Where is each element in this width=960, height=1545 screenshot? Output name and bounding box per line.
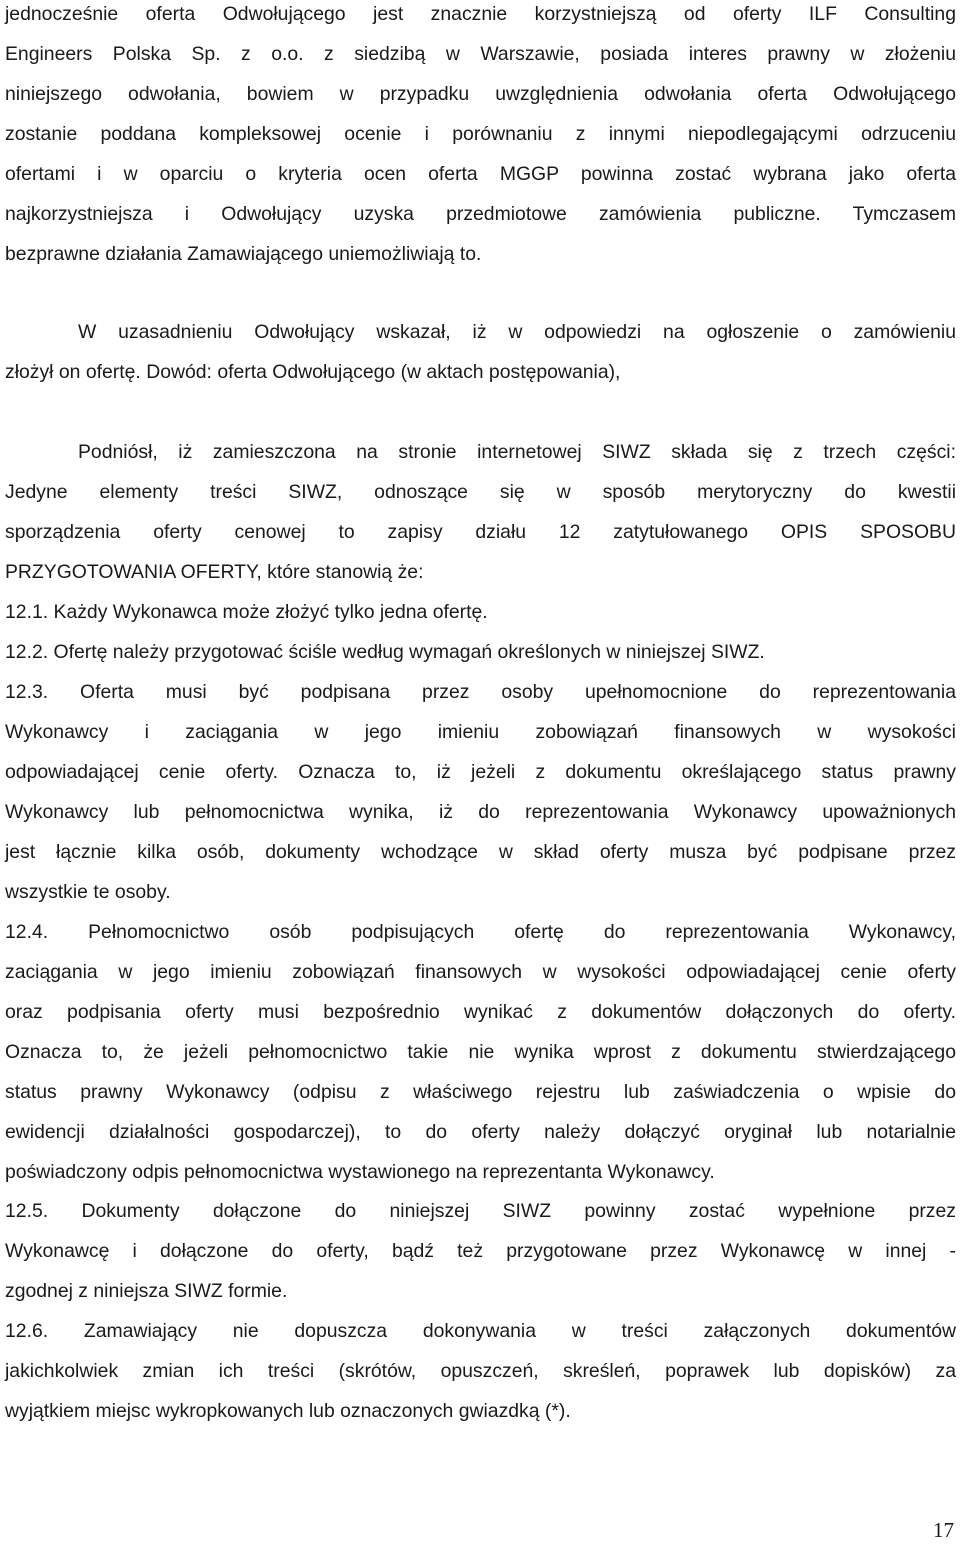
body-text-line: jest łącznie kilka osób, dokumenty wchodzące w skład oferty musza być podpisane przez: [5, 841, 956, 863]
body-text-line: poświadczony odpis pełnomocnictwa wystawionego na reprezentanta Wykonawcy.: [5, 1161, 715, 1183]
body-text-line: Wykonawcy i zaciągania w jego imieniu zobowiązań finansowych w wysokości: [5, 721, 956, 743]
clause-12-4: 12.4. Pełnomocnictwo osób podpisujących ofertę do reprezentowania Wykonawcy,: [5, 921, 956, 943]
paragraph-first-line: W uzasadnieniu Odwołujący wskazał, iż w odpowiedzi na ogłoszenie o zamówieniu: [78, 321, 956, 343]
body-text-line: Jedyne elementy treści SIWZ, odnoszące się w sposób merytoryczny do kwestii: [5, 481, 956, 503]
body-text-line: jednocześnie oferta Odwołującego jest znacznie korzystniejszą od oferty ILF Consulting: [5, 3, 956, 25]
body-text-line: najkorzystniejsza i Odwołujący uzyska przedmiotowe zamówienia publiczne. Tymczasem: [5, 203, 956, 225]
body-text-line: wszystkie te osoby.: [5, 881, 171, 903]
paragraph-first-line: Podniósł, iż zamieszczona na stronie internetowej SIWZ składa się z trzech części:: [78, 441, 956, 463]
clause-12-1: 12.1. Każdy Wykonawca może złożyć tylko jedna ofertę.: [5, 601, 488, 623]
body-text-line: zaciągania w jego imieniu zobowiązań finansowych w wysokości odpowiadającej cenie oferty: [5, 961, 956, 983]
body-text-line: Wykonawcy lub pełnomocnictwa wynika, iż do reprezentowania Wykonawcy upoważnionych: [5, 801, 956, 823]
body-text-line: zostanie poddana kompleksowej ocenie i porównaniu z innymi niepodlegającymi odrzuceniu: [5, 123, 956, 145]
body-text-line: PRZYGOTOWANIA OFERTY, które stanowią że:: [5, 561, 424, 583]
body-text-line: oraz podpisania oferty musi bezpośrednio wynikać z dokumentów dołączonych do oferty.: [5, 1001, 956, 1023]
body-text-line: odpowiadającej cenie oferty. Oznacza to, iż jeżeli z dokumentu określającego status prawny: [5, 761, 956, 783]
page-number: 17: [933, 1518, 954, 1542]
body-text-line: Wykonawcę i dołączone do oferty, bądź też przygotowane przez Wykonawcę w innej -: [5, 1240, 956, 1262]
body-text-line: sporządzenia oferty cenowej to zapisy działu 12 zatytułowanego OPIS SPOSOBU: [5, 521, 956, 543]
body-text-line: bezprawne działania Zamawiającego uniemożliwiają to.: [5, 243, 482, 265]
clause-12-3: 12.3. Oferta musi być podpisana przez osoby upełnomocnione do reprezentowania: [5, 681, 956, 703]
clause-12-5: 12.5. Dokumenty dołączone do niniejszej SIWZ powinny zostać wypełnione przez: [5, 1200, 956, 1222]
body-text-line: zgodnej z niniejsza SIWZ formie.: [5, 1280, 288, 1302]
body-text-line: Oznacza to, że jeżeli pełnomocnictwo takie nie wynika wprost z dokumentu stwierdzającego: [5, 1041, 956, 1063]
clause-12-6: 12.6. Zamawiający nie dopuszcza dokonywania w treści załączonych dokumentów: [5, 1320, 956, 1342]
body-text-line: jakichkolwiek zmian ich treści (skrótów, opuszczeń, skreśleń, poprawek lub dopisków) za: [5, 1360, 956, 1382]
clause-12-2: 12.2. Ofertę należy przygotować ściśle według wymagań określonych w niniejszej SIWZ.: [5, 641, 765, 663]
body-text-line: ewidencji działalności gospodarczej), to do oferty należy dołączyć oryginał lub notarialnie: [5, 1121, 956, 1143]
body-text-line: ofertami i w oparciu o kryteria ocen oferta MGGP powinna zostać wybrana jako oferta: [5, 163, 956, 185]
body-text-line: niniejszego odwołania, bowiem w przypadku uwzględnienia odwołania oferta Odwołującego: [5, 83, 956, 105]
body-text-line: status prawny Wykonawcy (odpisu z właściwego rejestru lub zaświadczenia o wpisie do: [5, 1081, 956, 1103]
body-text-line: złożył on ofertę. Dowód: oferta Odwołującego (w aktach postępowania),: [5, 361, 621, 383]
body-text-line: wyjątkiem miejsc wykropkowanych lub oznaczonych gwiazdką (*).: [5, 1400, 571, 1422]
body-text-line: Engineers Polska Sp. z o.o. z siedzibą w Warszawie, posiada interes prawny w złożeniu: [5, 43, 956, 65]
